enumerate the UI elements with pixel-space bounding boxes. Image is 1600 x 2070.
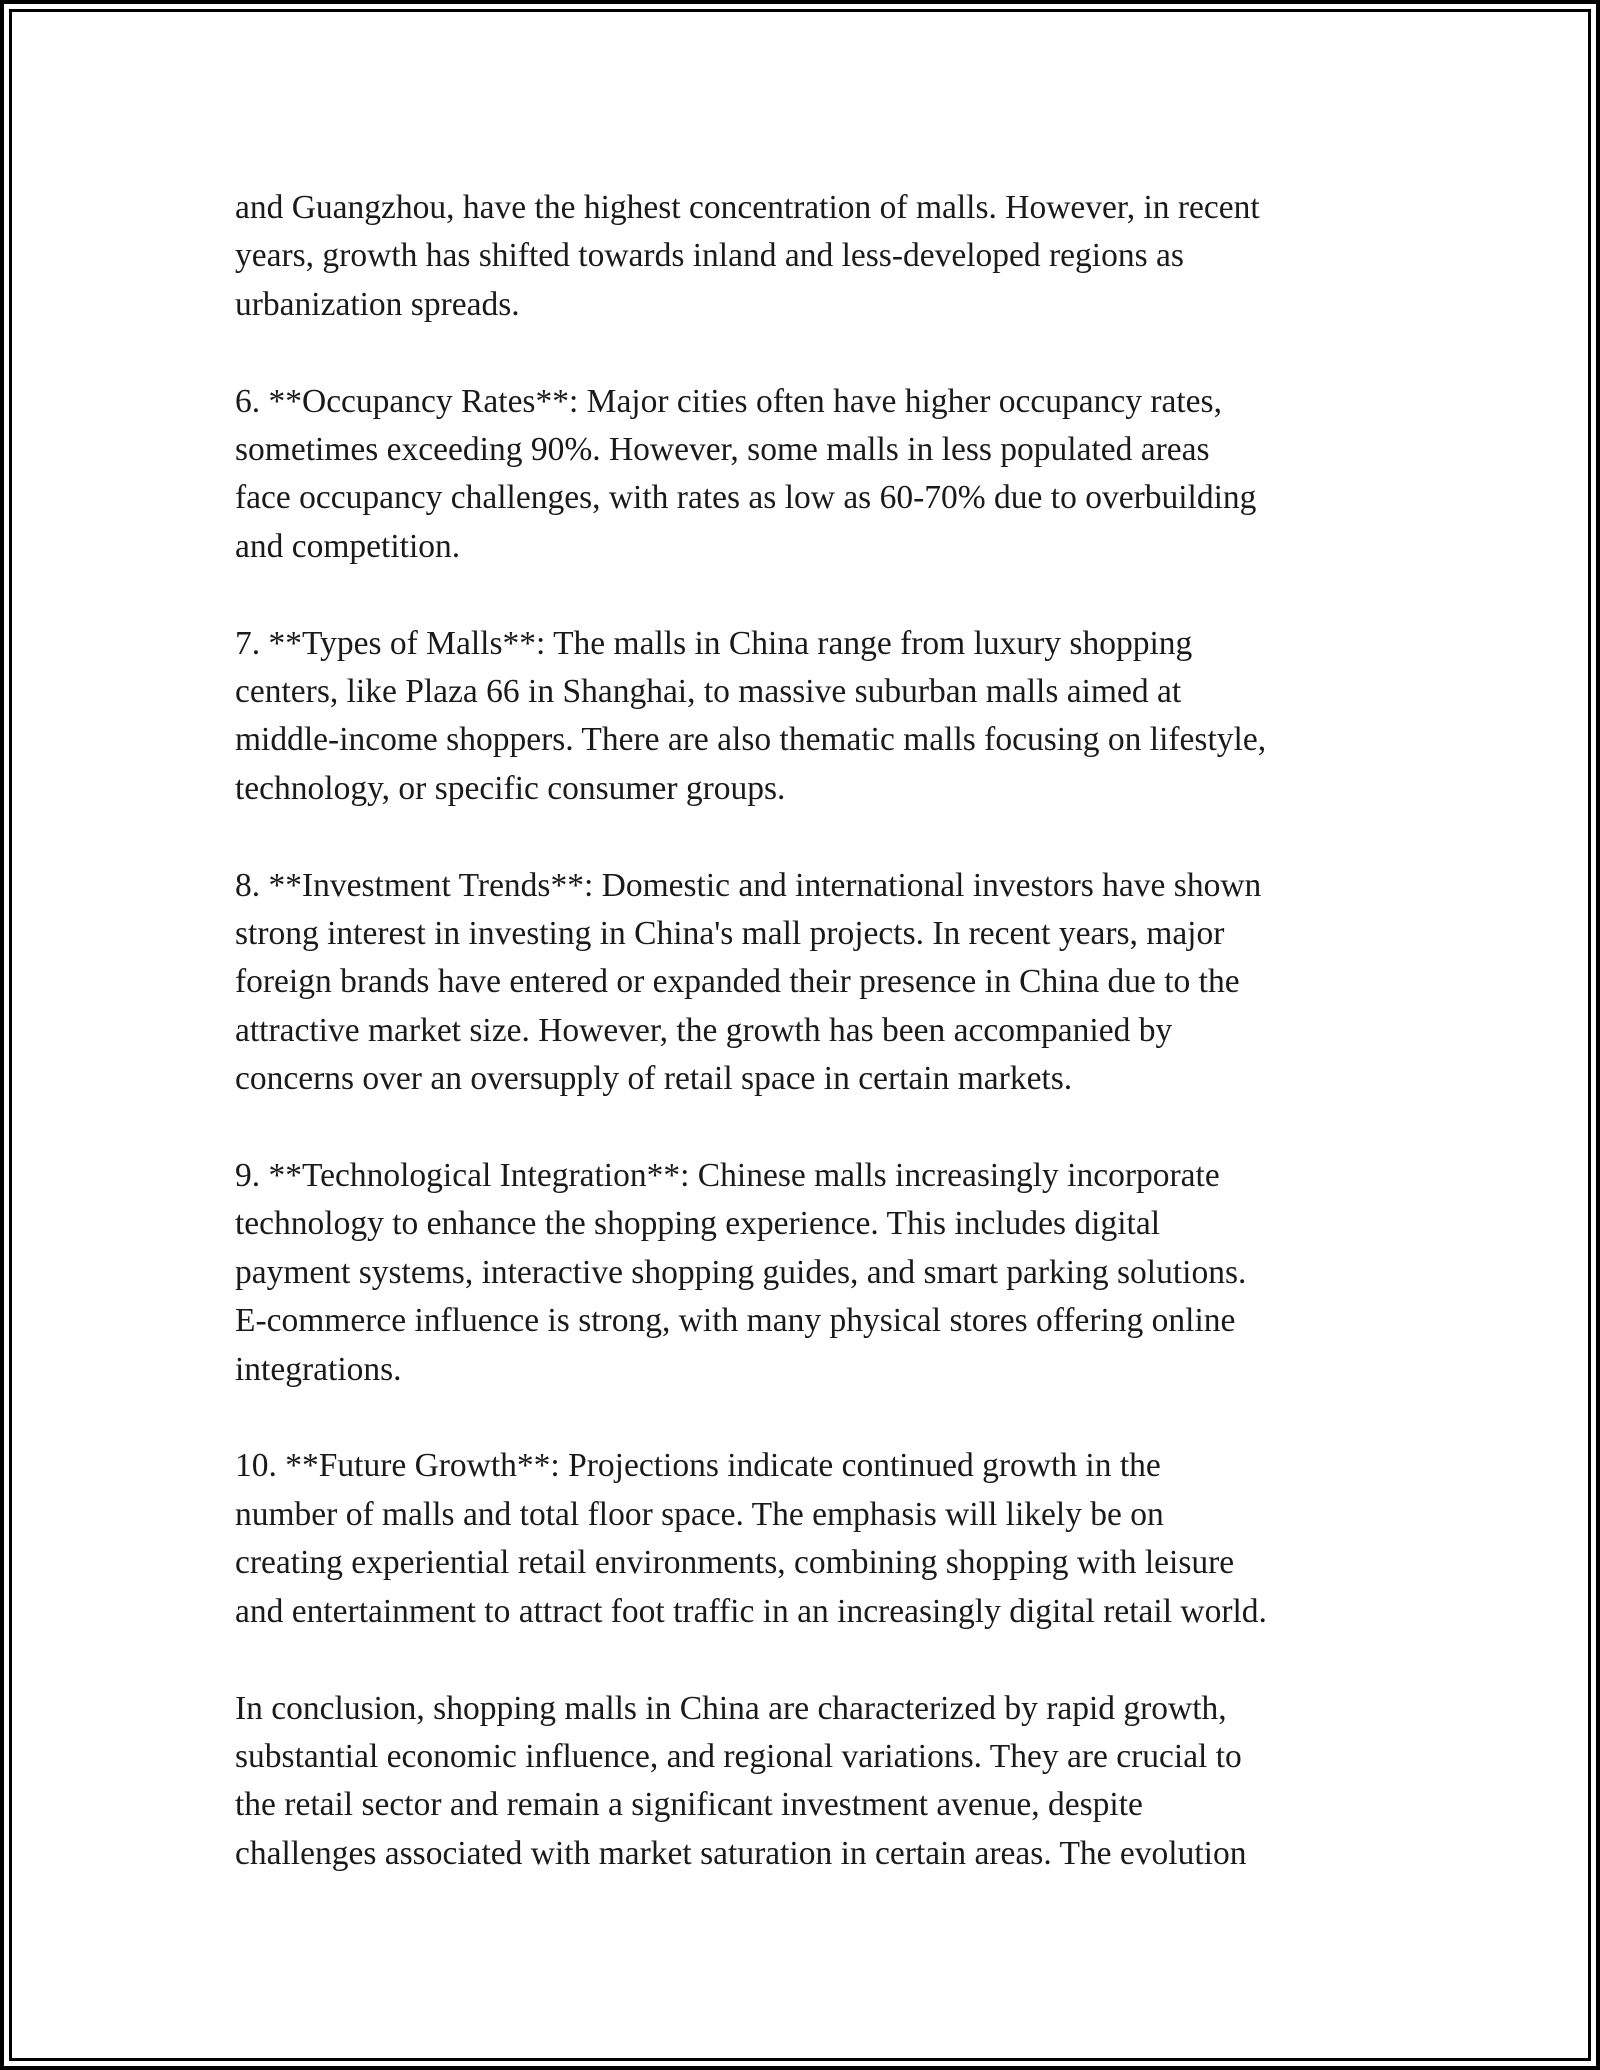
text-line: middle-income shoppers. There are also thematic malls focusing on lifestyle,	[235, 721, 1267, 759]
text-line: 6. **Occupancy Rates**: Major cities often have higher occupancy rates,	[235, 382, 1222, 420]
text-line: substantial economic influence, and regional variations. They are crucial to	[235, 1737, 1242, 1775]
text-line: creating experiential retail environments, combining shopping with leisure	[235, 1544, 1235, 1582]
text-line: urbanization spreads.	[235, 285, 520, 323]
text-line: technology to enhance the shopping experience. This includes digital	[235, 1205, 1161, 1243]
paragraph-future-growth	[235, 1442, 1385, 1636]
text-line: attractive market size. However, the growth has been accompanied by	[235, 1011, 1173, 1049]
text-line: number of malls and total floor space. The emphasis will likely be on	[235, 1495, 1164, 1533]
paragraph-investment-trends	[235, 862, 1385, 1104]
document-body	[235, 184, 1385, 1878]
text-line: and entertainment to attract foot traffic in an increasingly digital retail world.	[235, 1592, 1267, 1630]
text-line: and Guangzhou, have the highest concentration of malls. However, in recent	[235, 189, 1260, 226]
text-line: E-commerce influence is strong, with many physical stores offering online	[235, 1302, 1236, 1340]
text-line: 10. **Future Growth**: Projections indicate continued growth in the	[235, 1447, 1161, 1485]
text-line: 7. **Types of Malls**: The malls in China range from luxury shopping	[235, 624, 1193, 662]
text-line: sometimes exceeding 90%. However, some malls in less populated areas	[235, 431, 1210, 469]
text-line: payment systems, interactive shopping guides, and smart parking solutions.	[235, 1253, 1247, 1291]
text-line: and competition.	[235, 527, 461, 565]
text-line: 9. **Technological Integration**: Chinese malls increasingly incorporate	[235, 1157, 1220, 1195]
paragraph-types-of-malls	[235, 620, 1385, 814]
text-line: challenges associated with market saturation in certain areas. The evolution	[235, 1834, 1247, 1872]
text-line: technology, or specific consumer groups.	[235, 769, 786, 807]
text-line: foreign brands have entered or expanded their presence in China due to the	[235, 963, 1240, 1001]
paragraph-conclusion	[235, 1685, 1385, 1879]
paragraph-regional-continuation	[235, 184, 1385, 329]
text-line: centers, like Plaza 66 in Shanghai, to massive suburban malls aimed at	[235, 673, 1182, 711]
text-line: integrations.	[235, 1350, 402, 1388]
text-line: face occupancy challenges, with rates as low as 60-70% due to overbuilding	[235, 479, 1257, 517]
text-line: concerns over an oversupply of retail space in certain markets.	[235, 1060, 1073, 1098]
text-line: 8. **Investment Trends**: Domestic and international investors have shown	[235, 866, 1262, 904]
text-line: strong interest in investing in China's mall projects. In recent years, major	[235, 915, 1225, 953]
text-line: years, growth has shifted towards inland and less-developed regions as	[235, 237, 1184, 275]
text-line: In conclusion, shopping malls in China are characterized by rapid growth,	[235, 1689, 1227, 1727]
paragraph-technological-integration	[235, 1152, 1385, 1394]
text-line: the retail sector and remain a significant investment avenue, despite	[235, 1786, 1143, 1824]
paragraph-occupancy-rates	[235, 378, 1385, 572]
